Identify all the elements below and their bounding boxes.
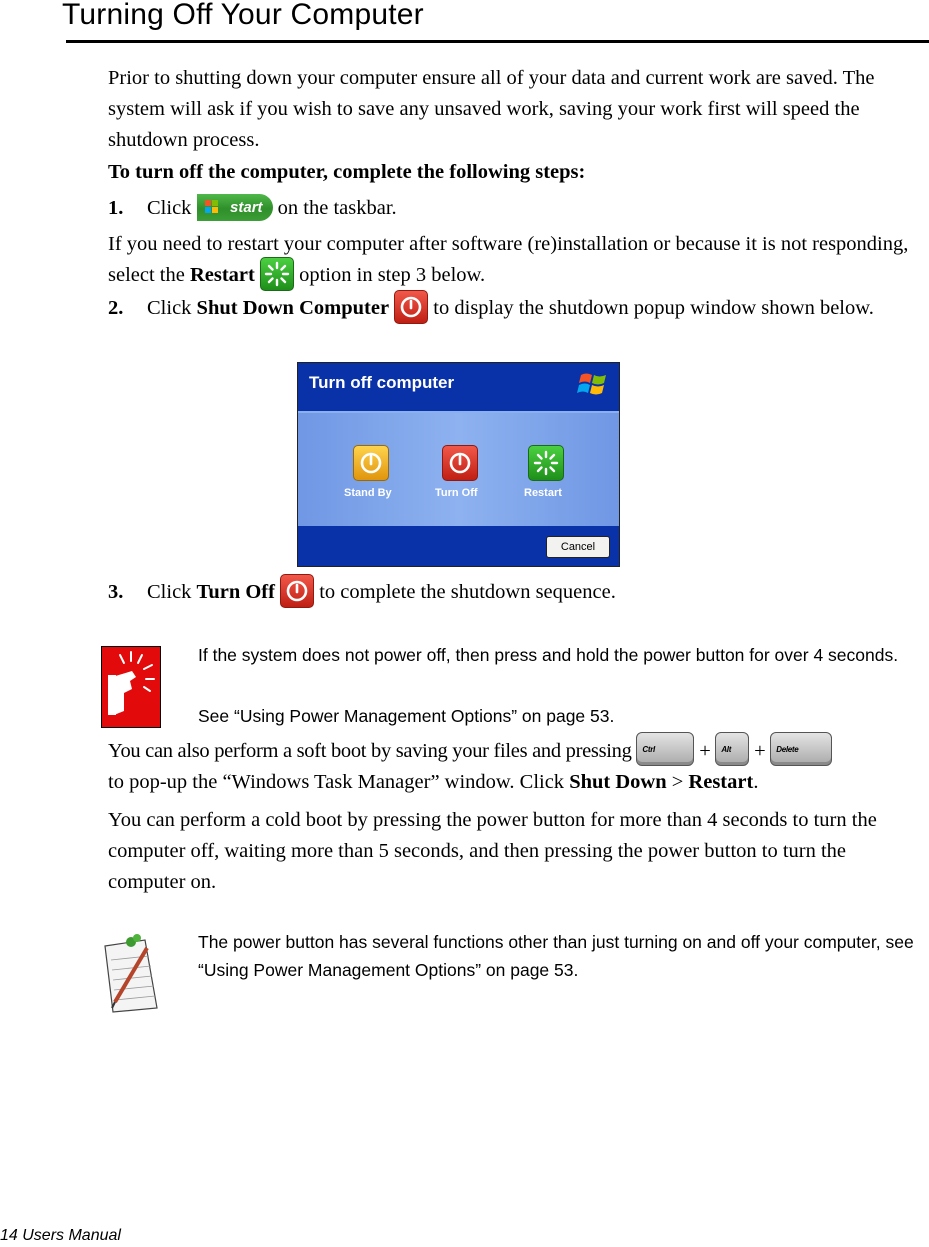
step-2-number: 2.: [108, 297, 124, 319]
step-1-number: 1.: [108, 197, 124, 219]
plus-sign: +: [754, 740, 766, 762]
step-2-post: to display the shutdown popup window shown below.: [433, 297, 874, 319]
step-2-bold: Shut Down Computer: [196, 297, 390, 319]
restart-note-bold: Restart: [189, 264, 255, 286]
note-icon: [101, 932, 163, 1014]
intro-paragraph: Prior to shutting down your computer ensure all of your data and current work are saved. The system will ask if you wish to save any unsaved work, saving your work first will speed the shutdown process.: [108, 67, 875, 151]
delete-key-icon: Delete: [770, 732, 832, 766]
step-3-pre: Click: [147, 581, 192, 603]
turn-off-dialog: [297, 362, 620, 567]
step-3-number: 3.: [108, 581, 124, 603]
steps-heading: To turn off the computer, complete the following steps:: [108, 161, 586, 183]
step-2-pre: Click: [147, 297, 192, 319]
cold-boot-paragraph: You can perform a cold boot by pressing the power button for more than 4 seconds to turn the computer off, waiting more than 5 seconds, and then pressing the power button to turn the computer on.: [108, 809, 877, 893]
restart-label[interactable]: Restart: [524, 487, 562, 499]
restart-note-post: option in step 3 below.: [299, 264, 486, 286]
restart-icon: [260, 257, 294, 291]
warning-icon: [101, 646, 161, 728]
page-title: Turning Off Your Computer: [62, 0, 424, 31]
cancel-button[interactable]: Cancel: [546, 536, 610, 558]
restart-bold: Restart: [688, 771, 754, 793]
warning-see-also: See “Using Power Management Options” on page 53.: [198, 706, 615, 726]
turn-off-icon: [280, 574, 314, 608]
stand-by-option-icon[interactable]: [353, 445, 389, 481]
restart-option-icon[interactable]: [528, 445, 564, 481]
shut-down-bold: Shut Down: [569, 771, 667, 793]
step-1-post: on the taskbar.: [277, 197, 397, 219]
soft-boot-pre: You can also perform a soft boot by saving your files and pressing: [108, 740, 632, 762]
turn-off-label[interactable]: Turn Off: [435, 487, 478, 499]
turn-off-option-icon[interactable]: [442, 445, 478, 481]
restart-note-pre: If you need to restart your computer after software (re)installation or because it is not responding, select the: [108, 233, 909, 286]
step-1: [108, 193, 397, 224]
shut-down-icon: [394, 290, 428, 324]
note-text: The power button has several functions other than just turning on and off your computer, see “Using Power Management Options” on page 53.: [198, 932, 914, 980]
plus-sign: +: [699, 740, 711, 762]
step-1-pre: Click: [147, 197, 192, 219]
step-3: [108, 577, 616, 608]
step-3-post: to complete the shutdown sequence.: [319, 581, 616, 603]
windows-flag-icon: [205, 200, 219, 214]
start-button-icon: [197, 194, 273, 221]
step-2: [108, 293, 928, 324]
start-label: start: [230, 198, 263, 216]
restart-note: [108, 229, 928, 291]
alt-key-icon: Alt: [715, 732, 749, 766]
stand-by-label[interactable]: Stand By: [344, 487, 392, 499]
period: .: [753, 771, 759, 793]
step-3-bold: Turn Off: [196, 581, 275, 603]
dialog-title: Turn off computer: [309, 373, 455, 392]
ctrl-key-icon: Ctrl: [636, 732, 694, 766]
soft-boot-line-1: [108, 736, 832, 767]
soft-boot-line2-pre: to pop-up the “Windows Task Manager” window. Click: [108, 771, 565, 793]
soft-boot-line-2: [108, 767, 758, 798]
windows-logo-icon: [577, 369, 609, 399]
title-rule: [66, 40, 929, 43]
page-footer: 14 Users Manual: [0, 1227, 121, 1244]
path-separator: >: [671, 771, 684, 793]
warning-text: If the system does not power off, then press and hold the power button for over 4 seconds.: [198, 645, 899, 665]
